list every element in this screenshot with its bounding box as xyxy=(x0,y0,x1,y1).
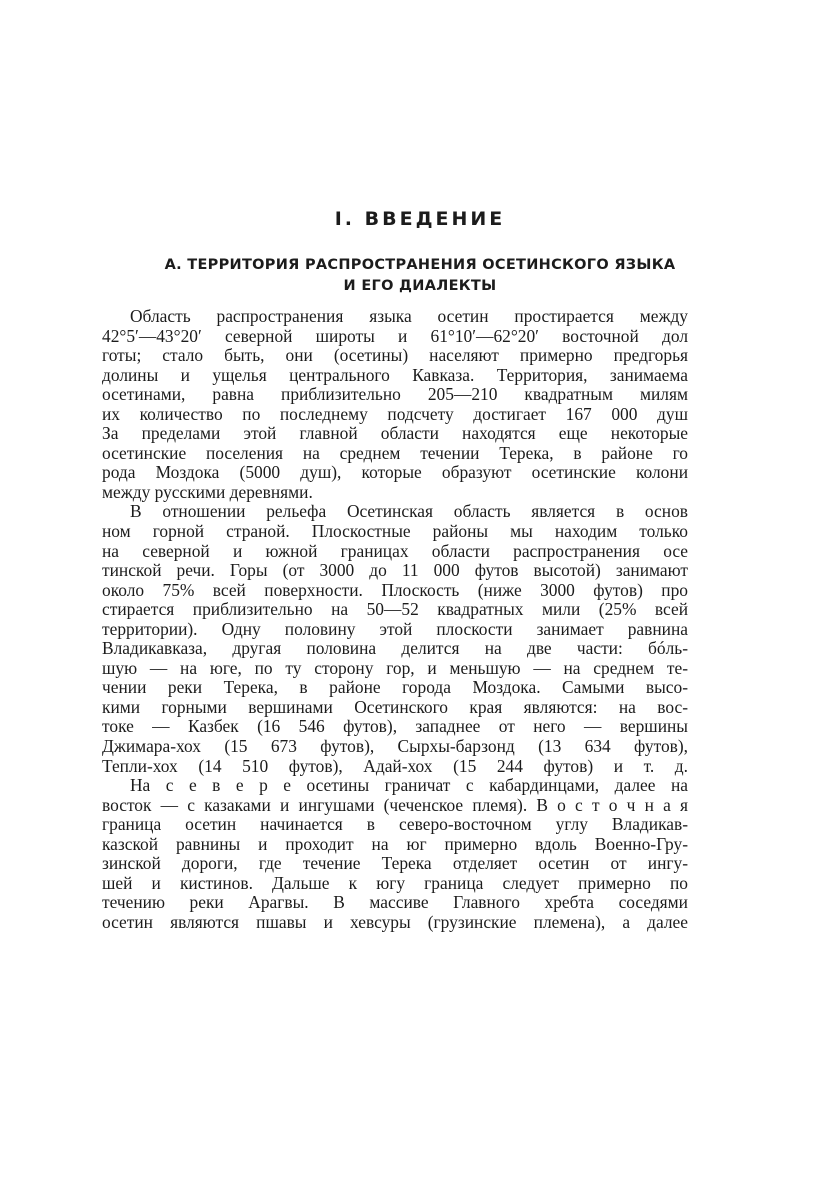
text-line: осетинские поселения на среднем течении Терека, в районе го xyxy=(102,442,688,463)
text-line: стирается приблизительно на 50—52 квадратных мили (25% всей xyxy=(102,599,688,620)
text-line: токе — Казбек (16 546 футов), западнее от него — вершины xyxy=(102,716,688,737)
text-line: шую — на юге, по ту сторону гор, и меньшую — на среднем те- xyxy=(102,657,688,678)
text-line: На с е в е р е осетины граничат с кабардинцами, далее на xyxy=(130,775,688,796)
text-line: около 75% всей поверхности. Плоскость (ниже 3000 футов) про xyxy=(102,579,688,600)
body-text xyxy=(102,307,688,933)
text-line: граница осетин начинается в северо-восточном углу Владикав- xyxy=(102,814,688,835)
text-line: кими горными вершинами Осетинского края являются: на вос- xyxy=(102,696,688,717)
text-line: зинской дороги, где течение Терека отделяет осетин от ингу- xyxy=(102,853,688,874)
text-line: готы; стало быть, они (осетины) населяют примерно предгорья xyxy=(102,345,688,366)
text-line: тинской речи. Горы (от 3000 до 11 000 футов высотой) занимают xyxy=(102,560,688,581)
text-line: осетинами, равна приблизительно 205—210 квадратным милям xyxy=(102,384,688,405)
section-title xyxy=(0,255,840,297)
chapter-title: I. ВВЕДЕНИЕ xyxy=(334,208,506,230)
text-line: ном горной страной. Плоскостные районы мы находим только xyxy=(102,521,688,542)
text-line: осетин являются пшавы и хевсуры (грузинские племена), а далее xyxy=(102,911,688,932)
section-title-line-1: А. ТЕРРИТОРИЯ РАСПРОСТРАНЕНИЯ ОСЕТИНСКОГО ЯЗЫКА xyxy=(164,257,676,273)
text-line: восток — с казаками и ингушами (чеченское племя). В о с т о ч н а я xyxy=(102,794,688,815)
paragraph-1 xyxy=(102,307,688,502)
text-line: Область распространения языка осетин простирается между xyxy=(130,306,688,326)
text-line: долины и ущелья центрального Кавказа. Территория, занимаема xyxy=(102,364,688,385)
text-line: на северной и южной границах области распространения осе xyxy=(102,540,688,561)
text-line: между русскими деревнями. xyxy=(102,481,313,502)
paragraph-2 xyxy=(102,502,688,776)
text-line: Джимара-хох (15 673 футов), Сырхы-барзонд (13 634 футов), xyxy=(102,736,688,757)
text-line: Тепли-хох (14 510 футов), Адай-хох (15 244 футов) и т. д. xyxy=(102,755,688,776)
text-line: рода Моздока (5000 душ), которые образуют осетинские колони xyxy=(102,462,688,483)
text-line: казской равнины и проходит на юг примерно вдоль Военно-Гру- xyxy=(102,833,688,854)
text-line: шей и кистинов. Дальше к югу граница следует примерно по xyxy=(102,872,688,893)
text-line: Владикавказа, другая половина делится на две части: бóль- xyxy=(102,638,688,659)
text-line: территории). Одну половину этой плоскости занимает равнина xyxy=(102,618,688,639)
text-line: 42°5′—43°20′ северной широты и 61°10′—62°20′ восточной дол xyxy=(102,325,688,346)
section-title-line-2: И ЕГО ДИАЛЕКТЫ xyxy=(343,278,497,294)
text-line: За пределами этой главной области находятся еще некоторые xyxy=(102,423,688,444)
text-line: их количество по последнему подсчету достигает 167 000 душ xyxy=(102,403,688,424)
paragraph-3 xyxy=(102,776,688,932)
text-line: В отношении рельефа Осетинская область является в основ xyxy=(130,501,688,522)
text-line: чении реки Терека, в районе города Моздока. Самыми высо- xyxy=(102,677,688,698)
text-line: течению реки Арагвы. В массиве Главного хребта соседями xyxy=(102,892,688,913)
